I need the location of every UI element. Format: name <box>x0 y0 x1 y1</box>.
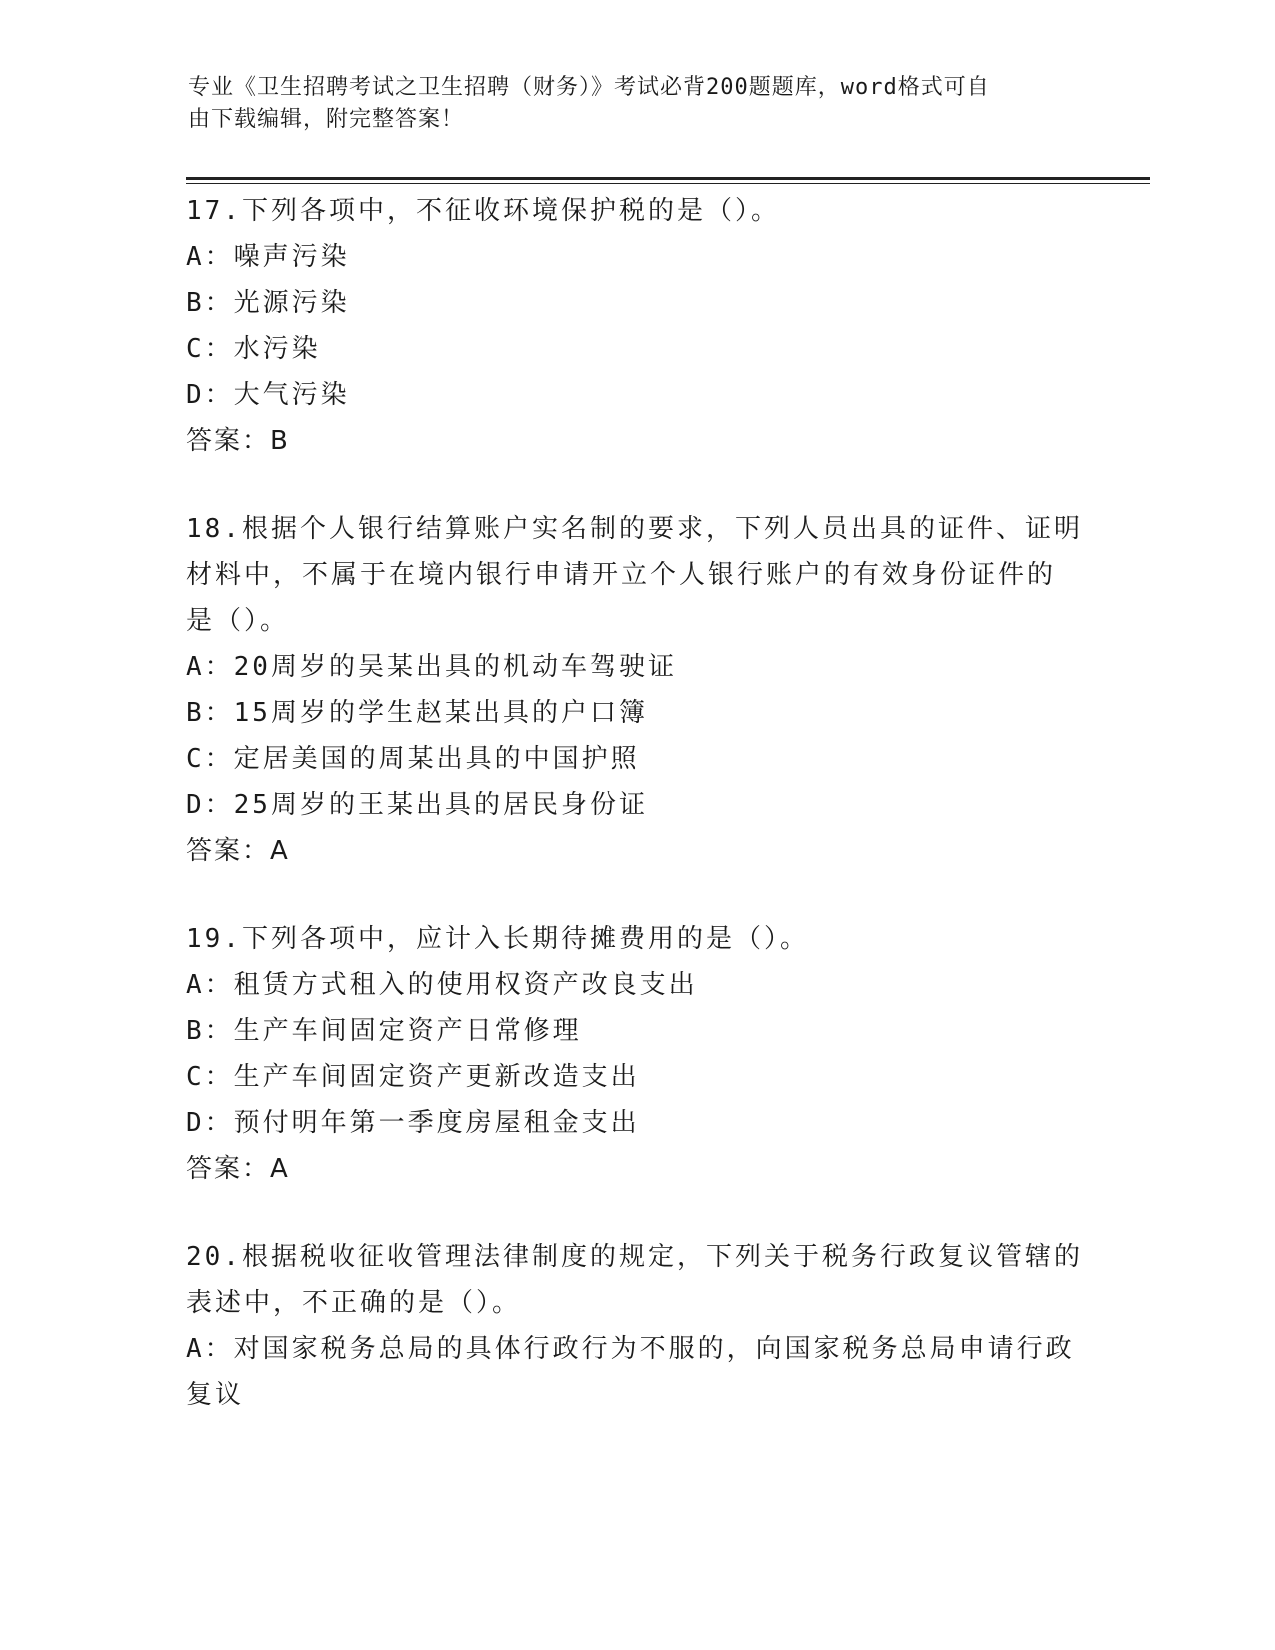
option-a: A：噪声污染 <box>186 242 350 272</box>
header-line-1: 专业《卫生招聘考试之卫生招聘（财务）》考试必背200题题库，word格式可自 <box>188 75 990 100</box>
question-20 <box>186 1234 1086 1418</box>
option-d: D：预付明年第一季度房屋租金支出 <box>186 1108 640 1138</box>
question-text: 20.根据税收征收管理法律制度的规定，下列关于税务行政复议管辖的 <box>186 1242 1083 1272</box>
option-c: C：水污染 <box>186 334 321 364</box>
header-divider-thin <box>186 183 1150 184</box>
question-text: 19.下列各项中，应计入长期待摊费用的是（）。 <box>186 924 809 954</box>
answer-line: 答案：A <box>186 1154 290 1184</box>
question-text: 18.根据个人银行结算账户实名制的要求，下列人员出具的证件、证明 <box>186 514 1083 544</box>
answer-line: 答案：A <box>186 836 290 866</box>
question-list <box>186 188 1086 1460</box>
question-18 <box>186 506 1086 874</box>
header-line-2: 由下载编辑，附完整答案！ <box>188 107 465 132</box>
question-text: 表述中，不正确的是（）。 <box>186 1288 522 1318</box>
question-text: 是（）。 <box>186 606 290 636</box>
header-divider-thick <box>186 177 1150 180</box>
question-19 <box>186 916 1086 1192</box>
answer-line: 答案：B <box>186 426 290 456</box>
option-c: C：定居美国的周某出具的中国护照 <box>186 744 640 774</box>
option-b: B：生产车间固定资产日常修理 <box>186 1016 582 1046</box>
option-d: D：25周岁的王某出具的居民身份证 <box>186 790 648 820</box>
option-a: A：租赁方式租入的使用权资产改良支出 <box>186 970 698 1000</box>
option-b: B：光源污染 <box>186 288 350 318</box>
option-a: A：20周岁的吴某出具的机动车驾驶证 <box>186 652 677 682</box>
question-text: 材料中，不属于在境内银行申请开立个人银行账户的有效身份证件的 <box>186 560 1057 590</box>
option-b: B：15周岁的学生赵某出具的户口簿 <box>186 698 648 728</box>
document-header <box>188 72 1068 136</box>
option-a-continued: 复议 <box>186 1380 245 1410</box>
option-d: D：大气污染 <box>186 380 350 410</box>
option-a: A：对国家税务总局的具体行政行为不服的，向国家税务总局申请行政 <box>186 1334 1075 1364</box>
question-text: 17.下列各项中，不征收环境保护税的是（）。 <box>186 196 780 226</box>
question-17 <box>186 188 1086 464</box>
option-c: C：生产车间固定资产更新改造支出 <box>186 1062 640 1092</box>
